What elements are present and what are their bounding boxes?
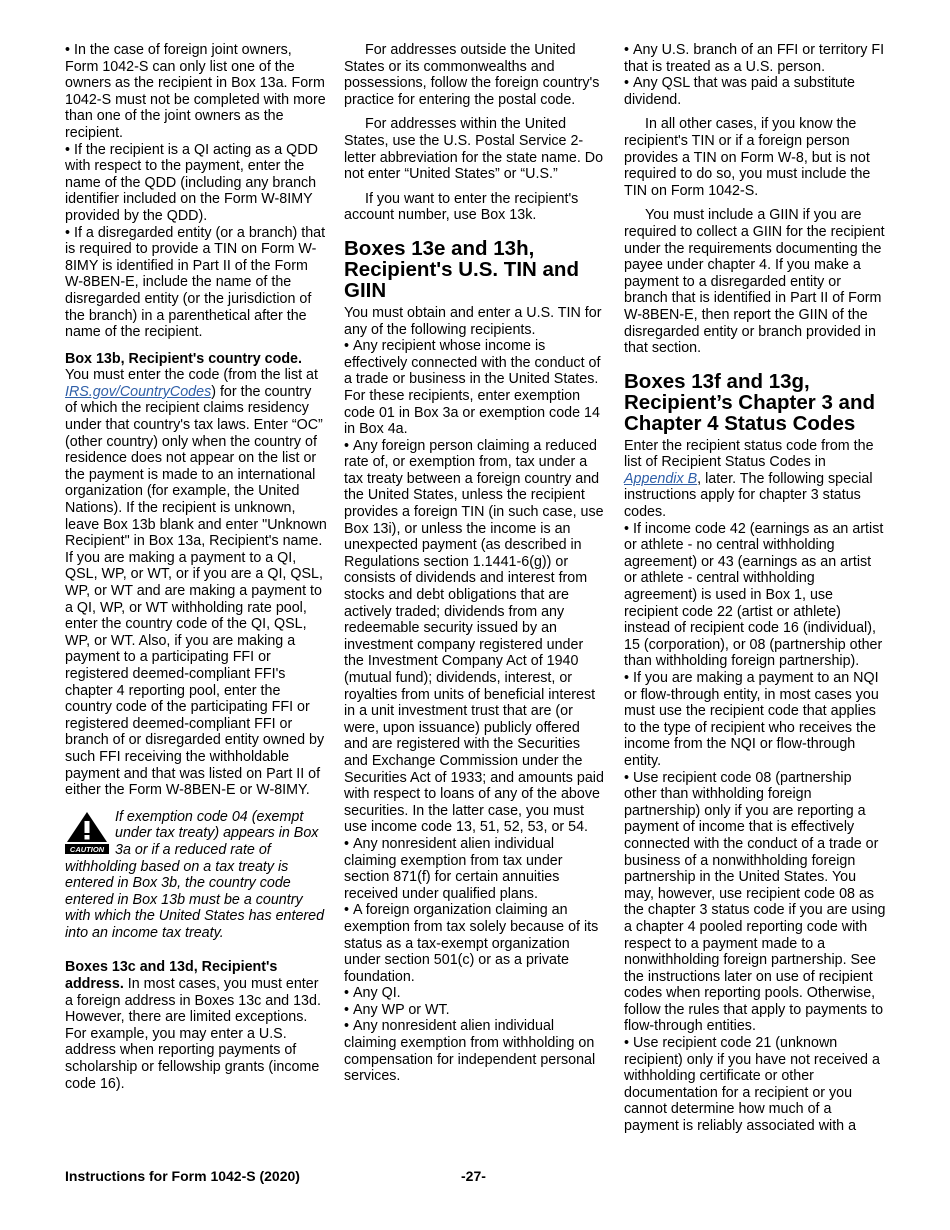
intro-text-cont: , later. The following special instructions apply for chapter 3 status codes. xyxy=(624,470,873,521)
paragraph: For addresses within the United States, use the U.S. Postal Service 2-letter abbreviation for the state name. Do not enter “United States” or “U.S.” xyxy=(344,116,604,183)
box13c-text: In most cases, you must enter a foreign address in Boxes 13c and 13d. However, there are limited exceptions. For example, you may enter a U.S. address when reporting payments of scholarship or fellowship grants (income code 16). xyxy=(65,976,321,1092)
list-item: • If the recipient is a QI acting as a QDD with respect to the payment, enter the name of the QDD (including any branch identifier included on the Form W-8IMY provided by the QDD). xyxy=(65,142,327,225)
caution-note xyxy=(65,809,327,942)
list-item: • If a disregarded entity (or a branch) that is required to provide a TIN on Form W-8IMY is identified in Part II of the Form W-8BEN-E, include the name of the disregarded entity (or the jurisdiction of the branch) in a parenthetical after the name of the recipient. xyxy=(65,225,327,341)
list-item: • A foreign organization claiming an exemption from tax solely because of its status as a tax-exempt organization under section 501(c) or as a private foundation. xyxy=(344,902,606,985)
section-heading-13f-13g: Boxes 13f and 13g, Recipient’s Chapter 3 and Chapter 4 Status Codes xyxy=(624,369,875,435)
paragraph xyxy=(624,438,886,521)
box13b-heading: Box 13b, Recipient's country code. xyxy=(65,350,302,367)
paragraph: If you want to enter the recipient's account number, use Box 13k. xyxy=(344,190,579,224)
list-item: • Use recipient code 21 (unknown recipient) only if you have not received a withholding certificate or other documentation for a recipient or you cannot determine how much of a payment is reliably associated with a xyxy=(624,1035,886,1135)
column-left xyxy=(65,42,327,1092)
column-middle xyxy=(344,42,606,1085)
list-item: • Any WP or WT. xyxy=(344,1002,606,1019)
box13b-text-cont: ) for the country of which the recipient claims residency under that country's tax laws. Enter “OC” (other country) only when the country of residence does not appear on the list or the payment is made to an international organization (for example, the United Nations). If the recipient is unknown, leave Box 13b blank and enter "Unknown Recipient" in Box 13a, Recipient's name. If you are making a payment to a QI, QSL, WP, or WT, or if you are a QI, QSL, WP, or WT and are making a payment to a QI, WP, or WT withholding rate pool, enter the country code of the QI, QSL, WP, or WT. Also, if you are making a payment to a participating FFI or registered deemed-compliant FFI's chapter 4 reporting pool, enter the country code of the participating FFI or registered deemed-compliant FFI or branch of or disregarded entity owned by such FFI receiving the withholdable payment and that was listed on Part II of either the Form W-8BEN-E or W-8IMY. xyxy=(65,383,327,799)
box13b-text: You must enter the code (from the list at xyxy=(65,367,318,384)
list-item: • If income code 42 (earnings as an artist or athlete - no central withholding agreement) or 43 (earnings as an artist or athlete - central withholding agreement) is used in Box 1, use recipient code 22 (artist or athlete) instead of recipient code 16 (individual), 15 (corporation), or 08 (partnership other than withholding foreign partnership). xyxy=(624,521,886,670)
appendix-b-link[interactable]: Appendix B xyxy=(624,470,698,487)
column-right xyxy=(624,42,886,1135)
country-codes-link[interactable]: IRS.gov/CountryCodes xyxy=(65,383,212,400)
list-item: • If you are making a payment to an NQI or flow-through entity, in most cases you must use the recipient code that applies to the type of recipient who receives the income from the NQI or flow-through entity. xyxy=(624,670,886,770)
intro-text: Enter the recipient status code from the list of Recipient Status Codes in xyxy=(624,437,874,471)
footer-title: Instructions for Form 1042-S (2020) xyxy=(65,1168,300,1184)
paragraph: For addresses outside the United States or its commonwealths and possessions, follow the foreign country's practice for entering the postal code. xyxy=(344,42,600,108)
box13b-paragraph xyxy=(65,351,327,799)
list-item: • Any nonresident alien individual claiming exemption from withholding on compensation for independent personal services. xyxy=(344,1018,606,1084)
box13c-heading: Boxes 13c and 13d, Recipient's address. xyxy=(65,959,278,993)
list-item: • Use recipient code 08 (partnership other than withholding foreign partnership) only if you are reporting a payment of income that is effectively connected with the conduct of a trade or business of a nonwithholding foreign partnership in the United States. You may, however, use recipient code 08 as the chapter 3 status code if you are using a chapter 4 pooled reporting code with respect to a payment made to a nonwithholding foreign partnership. See the instructions later on use of recipient codes when reporting pools. Otherwise, follow the rules that apply to payments to flow-through entities. xyxy=(624,770,886,1036)
list-item: • Any QI. xyxy=(344,985,606,1002)
list-item: • Any recipient whose income is effectively connected with the conduct of a trade or business in the United States. For these recipients, enter exemption code 01 in Box 3a or exemption code 14 in Box 4a. xyxy=(344,338,606,438)
list-item: • In the case of foreign joint owners, Form 1042-S can only list one of the owners as the recipient in Box 13a. Form 1042-S must not be completed with more than one of the joint owners as the recipient. xyxy=(65,42,327,142)
caution-label: CAUTION xyxy=(69,844,105,854)
paragraph: You must include a GIIN if you are required to collect a GIIN for the recipient under the requirements documenting the payee under chapter 4. If you make a payment to a disregarded entity or branch that is identified in Part II of Form W-8BEN-E, then report the GIIN of the disregarded entity or branch provided in that section. xyxy=(624,207,885,357)
caution-text: If exemption code 04 (exempt under tax treaty) appears in Box 3a or if a reduced rate of withholding based on a tax treaty is entered in Box 3b, the country code entered in Box 13b must be a country with which the United States has entered into an income tax treaty. xyxy=(65,808,325,941)
section-heading-13e-13h: Boxes 13e and 13h, Recipient's U.S. TIN and GIIN xyxy=(344,236,579,302)
page-number: -27- xyxy=(461,1168,486,1184)
paragraph: You must obtain and enter a U.S. TIN for any of the following recipients. xyxy=(344,304,602,338)
caution-icon xyxy=(65,810,109,854)
box13c-paragraph xyxy=(65,959,327,1092)
list-item: • Any QSL that was paid a substitute dividend. xyxy=(624,75,886,108)
list-item: • Any U.S. branch of an FFI or territory FI that is treated as a U.S. person. xyxy=(624,42,886,75)
paragraph: In all other cases, if you know the recipient's TIN or if a foreign person provides a TIN on Form W-8, but is not required to do so, you must include the TIN on Form 1042-S. xyxy=(624,116,871,199)
list-item: • Any foreign person claiming a reduced rate of, or exemption from, tax under a tax treaty between a foreign country and the United States, unless the recipient provides a foreign TIN (in such case, use Box 13i), or unless the income is an unexpected payment (as described in Regulations section 1.1441-6(g)) or consists of dividends and interest from stocks and debt obligations that are actively traded; dividends from any redeemable security issued by an investment company registered under the Investment Company Act of 1940 (mutual fund); dividends, interest, or royalties from units of beneficial interest in a unit investment trust that are (or were, upon issuance) publicly offered and are registered with the Securities and Exchange Commission under the Securities Act of 1933; and amounts paid with respect to loans of any of the above securities. In the latter case, you must use income code 13, 51, 52, 53, or 54. xyxy=(344,438,606,836)
list-item: • Any nonresident alien individual claiming exemption from tax under section 871(f) for certain annuities received under qualified plans. xyxy=(344,836,606,902)
